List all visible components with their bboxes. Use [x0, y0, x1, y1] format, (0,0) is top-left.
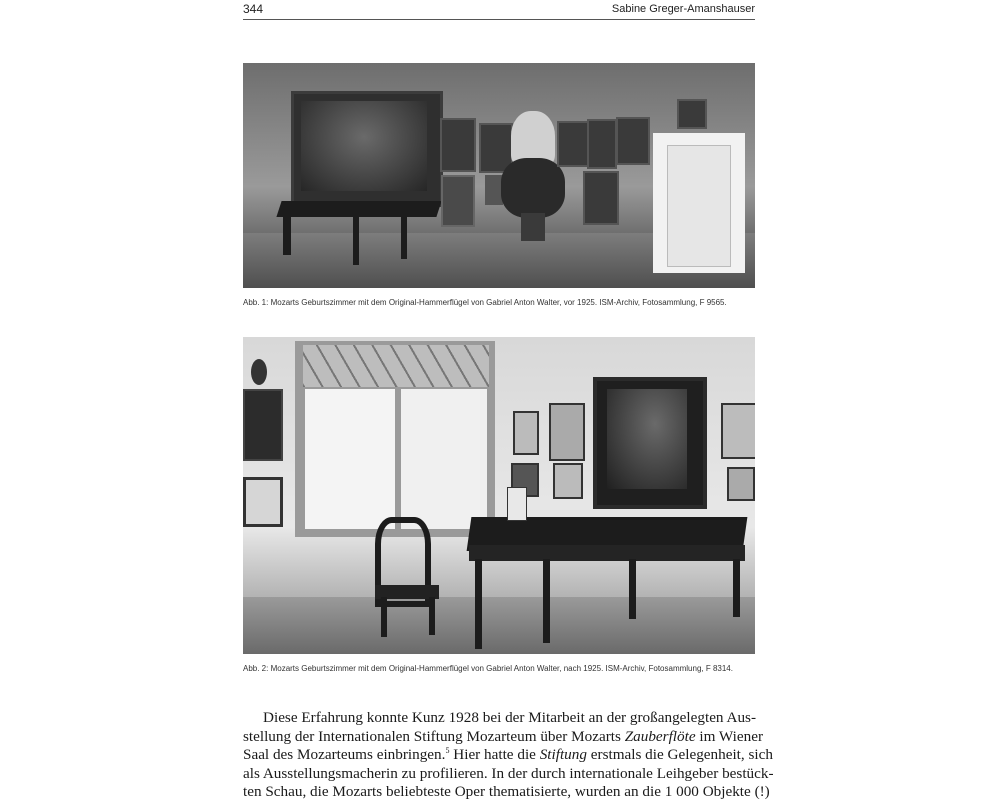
figure-1-caption: Abb. 1: Mozarts Geburtszimmer mit dem Original-Hammerflügel von Gabriel Anton Walter, vor 1925. ISM-Archiv, Fotosammlung, F 9565.: [243, 298, 727, 307]
text-run: Hier hatte die: [449, 746, 540, 764]
figure-2-caption: Abb. 2: Mozarts Geburtszimmer mit dem Original-Hammerflügel von Gabriel Anton Walter, nach 1925. ISM-Archiv, Fotosammlung, F 8314.: [243, 664, 733, 673]
running-head: Sabine Greger-Amanshauser: [611, 3, 755, 15]
page-header: [243, 0, 755, 20]
figure-1-photo: [243, 63, 755, 288]
footnote-marker[interactable]: 5: [445, 746, 450, 756]
text-line: [243, 746, 773, 765]
page-number: 344: [243, 2, 264, 16]
text-run: Saal des Mozarteums einbringen.: [243, 746, 446, 764]
text-run: erstmals die Gelegenheit, sich: [586, 746, 773, 764]
body-paragraph: [243, 709, 774, 802]
text-run: stellung der Internationalen Stiftung Mozarteum über Mozarts: [243, 727, 621, 745]
emphasis-title: Zauberflöte: [624, 727, 696, 745]
emphasis-term: Stiftung: [539, 746, 587, 764]
figure-2-photo: [243, 337, 755, 654]
text-line: [243, 727, 764, 747]
text-line: als Ausstellungsmacherin zu profilieren. In der durch internationale Leihgeber bestück-: [243, 764, 774, 782]
text-run: im Wiener: [699, 727, 764, 745]
text-line: ten Schau, die Mozarts beliebteste Oper thematisierte, wurden an die 1 000 Objekte (!): [243, 783, 770, 801]
text-line: Diese Erfahrung konnte Kunz 1928 bei der Mitarbeit an der großangelegten Aus-: [263, 709, 757, 726]
